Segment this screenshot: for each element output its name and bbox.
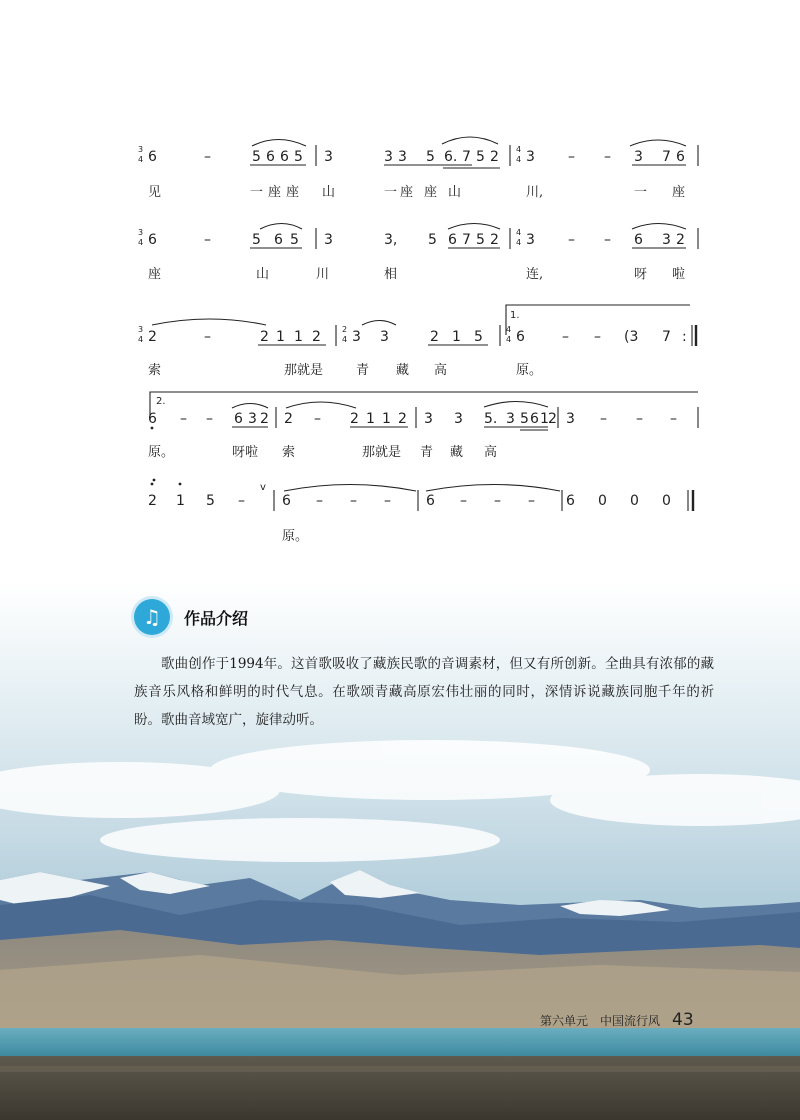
svg-text:3,: 3,	[384, 232, 398, 248]
svg-text:6: 6	[676, 149, 685, 165]
svg-text:5: 5	[294, 149, 303, 165]
svg-text:一: 一	[634, 185, 648, 200]
svg-text:4: 4	[516, 155, 522, 164]
svg-text:4: 4	[516, 145, 522, 154]
svg-text:5: 5	[474, 329, 483, 345]
svg-text:座: 座	[286, 185, 300, 200]
svg-text:3: 3	[324, 149, 333, 165]
svg-text:–: –	[316, 493, 323, 509]
svg-text:藏: 藏	[450, 445, 464, 460]
svg-text:2: 2	[548, 411, 557, 427]
svg-text:–: –	[604, 149, 611, 165]
svg-text:座: 座	[400, 185, 414, 200]
svg-text:–: –	[204, 329, 211, 345]
svg-text:一: 一	[250, 185, 264, 200]
svg-text:0: 0	[662, 493, 671, 509]
svg-text:5: 5	[252, 232, 261, 248]
page-number: 43	[672, 1010, 694, 1030]
svg-text:呀: 呀	[634, 267, 648, 282]
svg-text:6: 6	[282, 493, 291, 509]
svg-text:山: 山	[448, 185, 462, 200]
svg-text:连,: 连,	[526, 267, 544, 282]
svg-text:一: 一	[384, 185, 398, 200]
score-line-4	[148, 396, 677, 427]
svg-text:–: –	[670, 411, 677, 427]
svg-text:–: –	[600, 411, 607, 427]
svg-text:–: –	[562, 329, 569, 345]
svg-text:3: 3	[384, 149, 393, 165]
svg-text:7: 7	[462, 232, 471, 248]
score-line-5	[148, 482, 671, 509]
svg-text:3: 3	[454, 411, 463, 427]
svg-text:2.: 2.	[156, 396, 166, 407]
svg-text:2: 2	[490, 232, 499, 248]
svg-text:索: 索	[148, 363, 162, 378]
svg-text:呀啦: 呀啦	[232, 445, 259, 460]
svg-text:6: 6	[634, 232, 643, 248]
svg-text:山: 山	[256, 267, 270, 282]
svg-text:山: 山	[322, 185, 336, 200]
svg-text:青: 青	[420, 445, 434, 460]
svg-text:7: 7	[662, 329, 671, 345]
svg-text:–: –	[384, 493, 391, 509]
svg-text:那就是: 那就是	[284, 363, 324, 378]
score-line-3	[138, 310, 687, 345]
svg-text:6: 6	[274, 232, 283, 248]
svg-text:2: 2	[342, 325, 348, 334]
svg-text:2: 2	[676, 232, 685, 248]
svg-text:4: 4	[138, 335, 144, 344]
svg-text:3: 3	[138, 145, 144, 154]
svg-text:–: –	[494, 493, 501, 509]
score-line-2	[138, 228, 685, 248]
svg-text:–: –	[460, 493, 467, 509]
svg-text:6: 6	[516, 329, 525, 345]
svg-text:3: 3	[380, 329, 389, 345]
svg-text:索: 索	[282, 445, 296, 460]
svg-text:–: –	[204, 232, 211, 248]
svg-text:(3: (3	[624, 329, 639, 345]
svg-text:2: 2	[148, 493, 157, 509]
svg-text:4: 4	[506, 325, 512, 334]
svg-text:4: 4	[506, 335, 512, 344]
svg-text:1: 1	[366, 411, 375, 427]
svg-text:v: v	[260, 482, 266, 493]
svg-text:2: 2	[490, 149, 499, 165]
svg-text:3: 3	[138, 228, 144, 237]
svg-text:3: 3	[526, 149, 535, 165]
svg-text:5: 5	[252, 149, 261, 165]
svg-text:–: –	[206, 411, 213, 427]
svg-text:1: 1	[294, 329, 303, 345]
svg-text:3: 3	[526, 232, 535, 248]
svg-text:2: 2	[312, 329, 321, 345]
intro-header	[134, 598, 714, 636]
lyrics-line-1	[148, 184, 685, 200]
svg-text:6: 6	[148, 149, 157, 165]
svg-text:5: 5	[520, 411, 529, 427]
intro-title: 作品介绍	[184, 608, 249, 628]
unit-label: 第六单元 中国流行风	[540, 1014, 661, 1028]
svg-text:3: 3	[424, 411, 433, 427]
svg-text:6: 6	[280, 149, 289, 165]
score-line-1	[138, 145, 685, 165]
svg-text:2: 2	[398, 411, 407, 427]
intro-body: 歌曲创作于1994年。这首歌吸收了藏族民歌的音调素材，但又有所创新。全曲具有浓郁的藏族音乐风格和鲜明的时代气息。在歌颂青藏高原宏伟壮丽的同时，深情诉说藏族同胞千年的祈盼。歌曲音域宽广，旋律动听。	[134, 656, 714, 728]
svg-text:1: 1	[176, 493, 185, 509]
svg-text:2: 2	[284, 411, 293, 427]
svg-text:4: 4	[342, 335, 348, 344]
svg-text:座: 座	[424, 185, 438, 200]
svg-text:5: 5	[476, 232, 485, 248]
music-note-icon: ♫	[134, 599, 170, 635]
svg-text:2: 2	[148, 329, 157, 345]
svg-text:5: 5	[426, 149, 435, 165]
svg-text:–: –	[594, 329, 601, 345]
svg-text:–: –	[604, 232, 611, 248]
svg-text:5: 5	[206, 493, 215, 509]
svg-text:6: 6	[148, 411, 157, 427]
svg-text:4: 4	[138, 238, 144, 247]
svg-text:3: 3	[138, 325, 144, 334]
svg-text:–: –	[314, 411, 321, 427]
svg-text:3: 3	[506, 411, 515, 427]
svg-text:6: 6	[148, 232, 157, 248]
lyrics-line-5	[282, 529, 308, 544]
svg-text:0: 0	[598, 493, 607, 509]
svg-text:6: 6	[566, 493, 575, 509]
svg-text:–: –	[180, 411, 187, 427]
svg-text::: :	[682, 329, 687, 345]
svg-text:4: 4	[516, 228, 522, 237]
svg-text:1: 1	[276, 329, 285, 345]
svg-text:原。: 原。	[516, 363, 543, 378]
svg-text:原。: 原。	[148, 445, 175, 460]
svg-text:5: 5	[428, 232, 437, 248]
svg-text:7: 7	[662, 149, 671, 165]
svg-text:2: 2	[430, 329, 439, 345]
lyrics-line-2	[148, 266, 685, 282]
svg-text:1: 1	[452, 329, 461, 345]
svg-text:–: –	[568, 149, 575, 165]
svg-text:高: 高	[434, 363, 448, 378]
svg-text:–: –	[204, 149, 211, 165]
svg-text:座: 座	[268, 185, 282, 200]
svg-text:高: 高	[484, 445, 498, 460]
foreground	[0, 1056, 800, 1120]
svg-text:座: 座	[148, 267, 162, 282]
work-introduction	[134, 598, 714, 734]
svg-text:6.: 6.	[444, 149, 458, 165]
svg-text:3: 3	[662, 232, 671, 248]
svg-text:藏: 藏	[396, 363, 410, 378]
svg-text:见: 见	[148, 185, 162, 200]
svg-text:6: 6	[266, 149, 275, 165]
svg-text:–: –	[568, 232, 575, 248]
svg-text:3: 3	[324, 232, 333, 248]
lake	[0, 1028, 800, 1056]
svg-text:2: 2	[260, 411, 269, 427]
svg-text:5.: 5.	[484, 411, 498, 427]
svg-text:座: 座	[672, 185, 686, 200]
svg-text:川,: 川,	[526, 185, 544, 200]
svg-text:1: 1	[540, 411, 549, 427]
svg-text:6: 6	[530, 411, 539, 427]
svg-text:4: 4	[516, 238, 522, 247]
svg-text:3: 3	[566, 411, 575, 427]
svg-text:7: 7	[462, 149, 471, 165]
svg-text:相: 相	[384, 267, 398, 282]
svg-text:3: 3	[352, 329, 361, 345]
svg-text:2: 2	[350, 411, 359, 427]
svg-text:川: 川	[316, 267, 330, 282]
page-footer	[540, 1010, 694, 1030]
svg-text:6: 6	[234, 411, 243, 427]
svg-text:0: 0	[630, 493, 639, 509]
svg-text:3: 3	[398, 149, 407, 165]
svg-text:–: –	[528, 493, 535, 509]
svg-text:青: 青	[356, 363, 370, 378]
svg-text:5: 5	[476, 149, 485, 165]
svg-text:–: –	[636, 411, 643, 427]
svg-text:2: 2	[260, 329, 269, 345]
svg-text:–: –	[350, 493, 357, 509]
lyrics-line-4	[148, 444, 497, 460]
svg-text:3: 3	[248, 411, 257, 427]
svg-text:4: 4	[138, 155, 144, 164]
svg-text:3: 3	[634, 149, 643, 165]
svg-text:6: 6	[448, 232, 457, 248]
svg-text:啦: 啦	[672, 267, 686, 282]
svg-text:那就是: 那就是	[362, 445, 402, 460]
svg-text:原。: 原。	[282, 529, 309, 544]
svg-text:1: 1	[382, 411, 391, 427]
svg-text:5: 5	[290, 232, 299, 248]
svg-text:6: 6	[426, 493, 435, 509]
lyrics-line-3	[148, 362, 542, 378]
svg-text:1.: 1.	[510, 310, 520, 321]
svg-text:–: –	[238, 493, 245, 509]
